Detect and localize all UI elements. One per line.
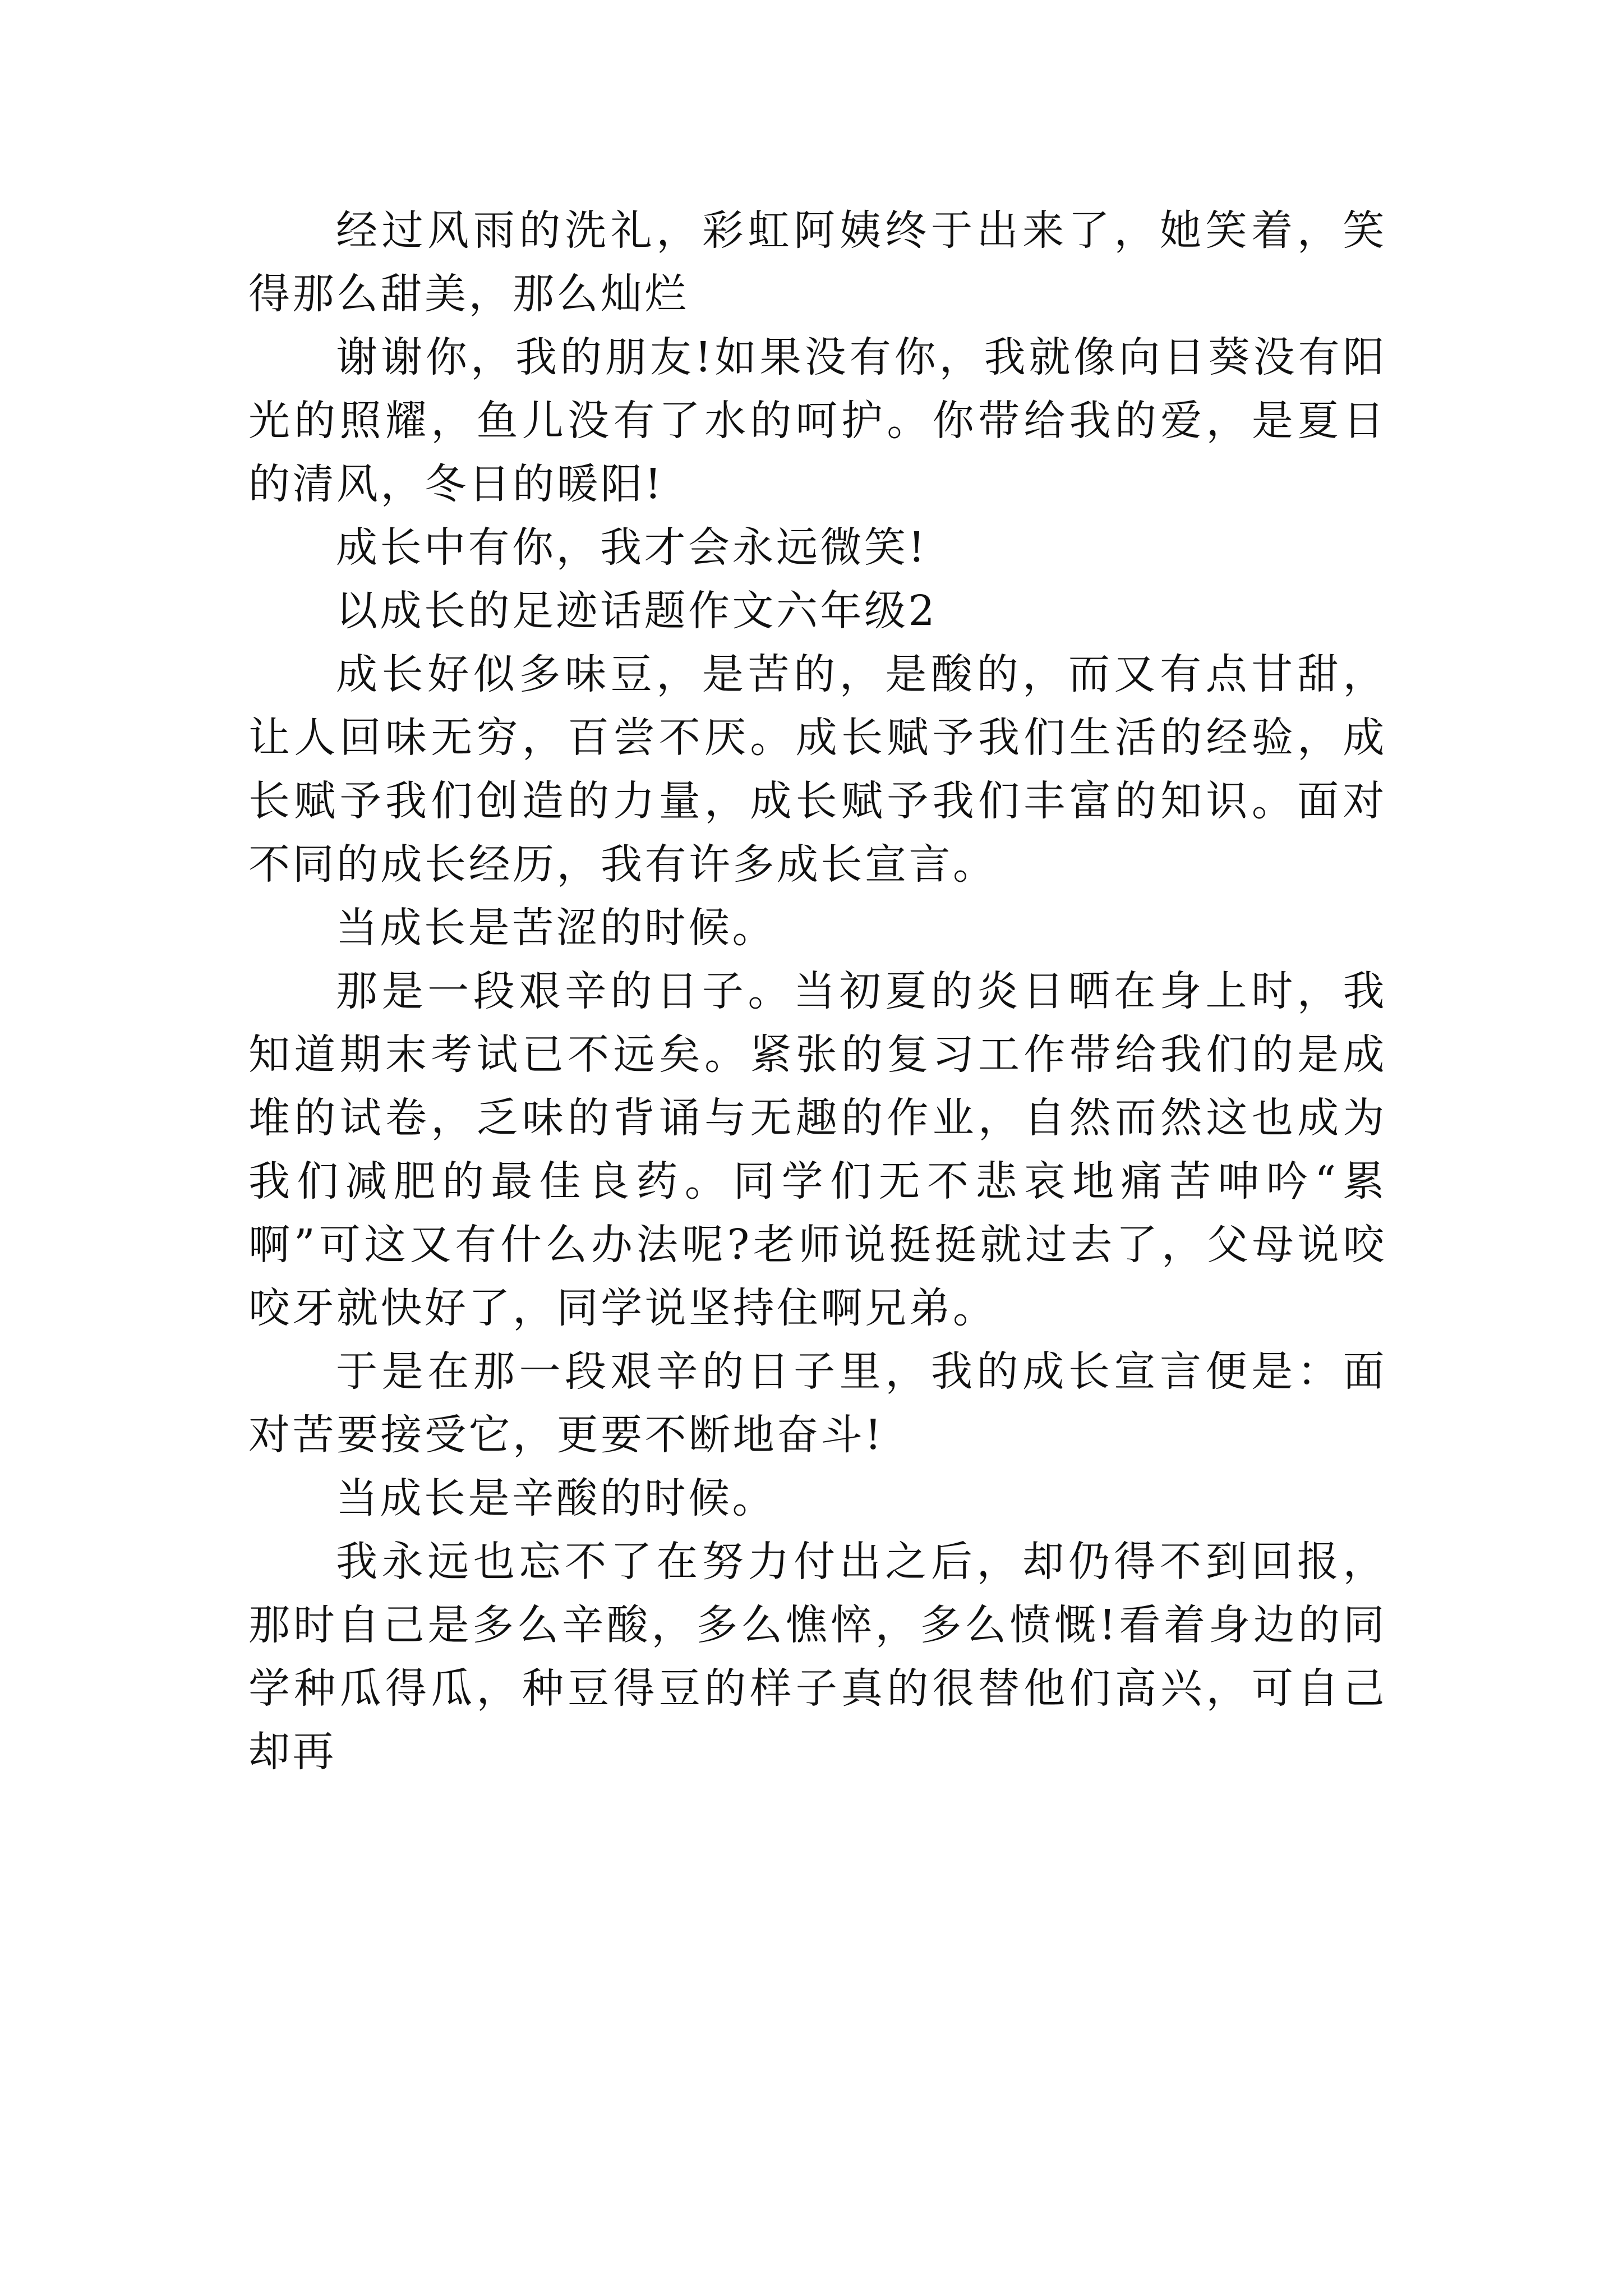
- paragraph-2: 谢谢你，我的朋友!如果没有你，我就像向日葵没有阳光的照耀，鱼儿没有了水的呵护。你带给我的爱，是夏日的清风，冬日的暖阳!: [248, 333, 1387, 508]
- document-body: [248, 199, 1387, 1784]
- paragraph-6: 那是一段艰辛的日子。当初夏的炎日晒在身上时，我知道期末考试已不远矣。紧张的复习工作带给我们的是成堆的试卷，乏味的背诵与无趣的作业，自然而然这也成为我们减肥的最佳良药。同学们无不悲哀地痛苦呻吟“累啊”可这又有什么办法呢?老师说挺挺就过去了，父母说咬咬牙就快好了，同学说坚持住啊兄弟。: [248, 967, 1387, 1332]
- paragraph-1: 经过风雨的洗礼，彩虹阿姨终于出来了，她笑着，笑得那么甜美，那么灿烂: [248, 206, 1387, 318]
- paragraph-3: 成长中有你，我才会永远微笑!: [336, 523, 928, 572]
- paragraph-5: 当成长是苦涩的时候。: [336, 904, 776, 952]
- paragraph-9: 我永远也忘不了在努力付出之后，却仍得不到回报，那时自己是多么辛酸，多么憔悴，多么愤慨!看着身边的同学种瓜得瓜，种豆得豆的样子真的很替他们高兴，可自己却再: [248, 1538, 1387, 1776]
- paragraph-8: 当成长是辛酸的时候。: [336, 1474, 776, 1522]
- paragraph-7: 于是在那一段艰辛的日子里，我的成长宣言便是：面对苦要接受它，更要不断地奋斗!: [248, 1347, 1387, 1459]
- paragraph-4: 成长好似多味豆，是苦的，是酸的，而又有点甘甜，让人回味无穷，百尝不厌。成长赋予我们生活的经验，成长赋予我们创造的力量，成长赋予我们丰富的知识。面对不同的成长经历，我有许多成长宣言。: [248, 650, 1387, 889]
- section-heading: 以成长的足迹话题作文六年级2: [336, 587, 938, 635]
